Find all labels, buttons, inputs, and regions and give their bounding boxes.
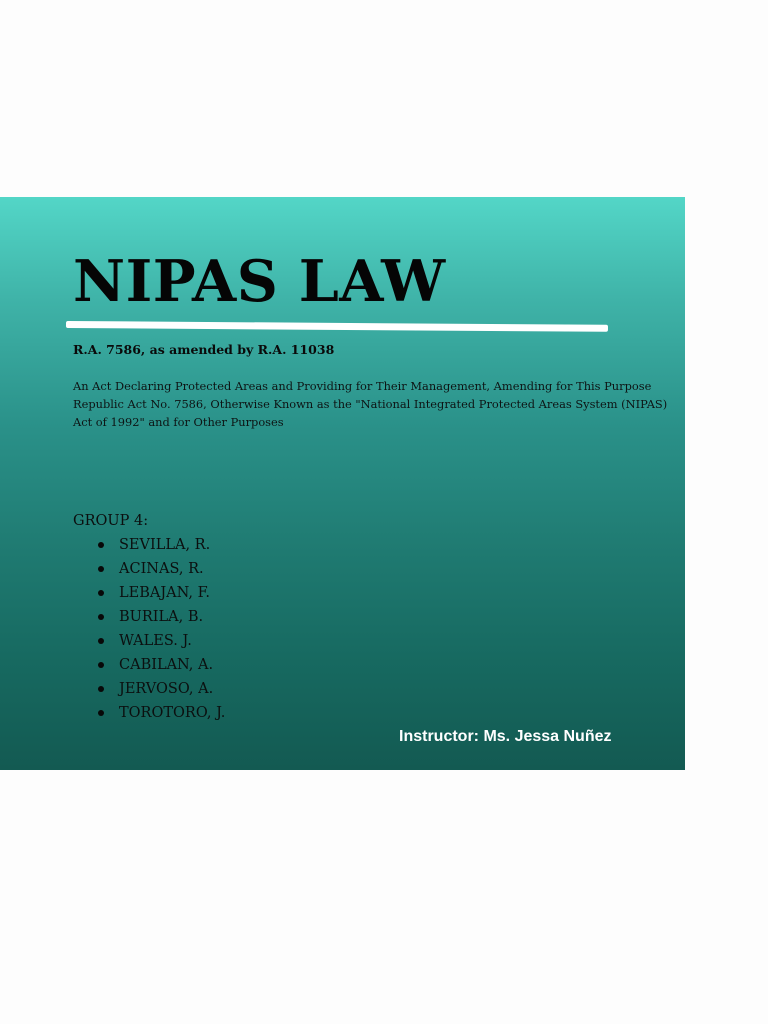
group-heading: GROUP 4:	[73, 513, 149, 529]
member-name: WALES. J.	[119, 633, 192, 649]
bullet-icon	[98, 710, 104, 716]
member-item	[73, 655, 225, 679]
member-item	[73, 703, 225, 727]
member-item	[73, 631, 225, 655]
member-name: CABILAN, A.	[119, 657, 214, 673]
document-subtitle: R.A. 7586, as amended by R.A. 11038	[73, 342, 335, 357]
bullet-icon	[98, 614, 104, 620]
member-name: ACINAS, R.	[119, 561, 204, 577]
bullet-icon	[98, 686, 104, 692]
bullet-icon	[98, 542, 104, 548]
instructor-label: Instructor: Ms. Jessa Nuñez	[399, 728, 612, 745]
document-title: NIPAS LAW	[73, 248, 446, 315]
member-name: SEVILLA, R.	[119, 537, 211, 553]
member-item	[73, 535, 225, 559]
bullet-icon	[98, 566, 104, 572]
bullet-icon	[98, 662, 104, 668]
member-item	[73, 559, 225, 583]
member-item	[73, 679, 225, 703]
act-description: An Act Declaring Protected Areas and Providing for Their Management, Amending for This Purpose Republic Act No. 7586, Otherwise Known as the "National Integrated Protected Areas System (NIPAS) Act of 1992" and for Other Purposes	[73, 379, 668, 429]
member-item	[73, 583, 225, 607]
member-item	[73, 607, 225, 631]
member-name: LEBAJAN, F.	[119, 585, 211, 601]
bullet-icon	[98, 638, 104, 644]
member-list	[73, 535, 225, 727]
member-name: JERVOSO, A.	[119, 681, 214, 697]
member-name: TOROTORO, J.	[119, 705, 226, 721]
member-name: BURILA, B.	[119, 609, 204, 625]
bullet-icon	[98, 590, 104, 596]
